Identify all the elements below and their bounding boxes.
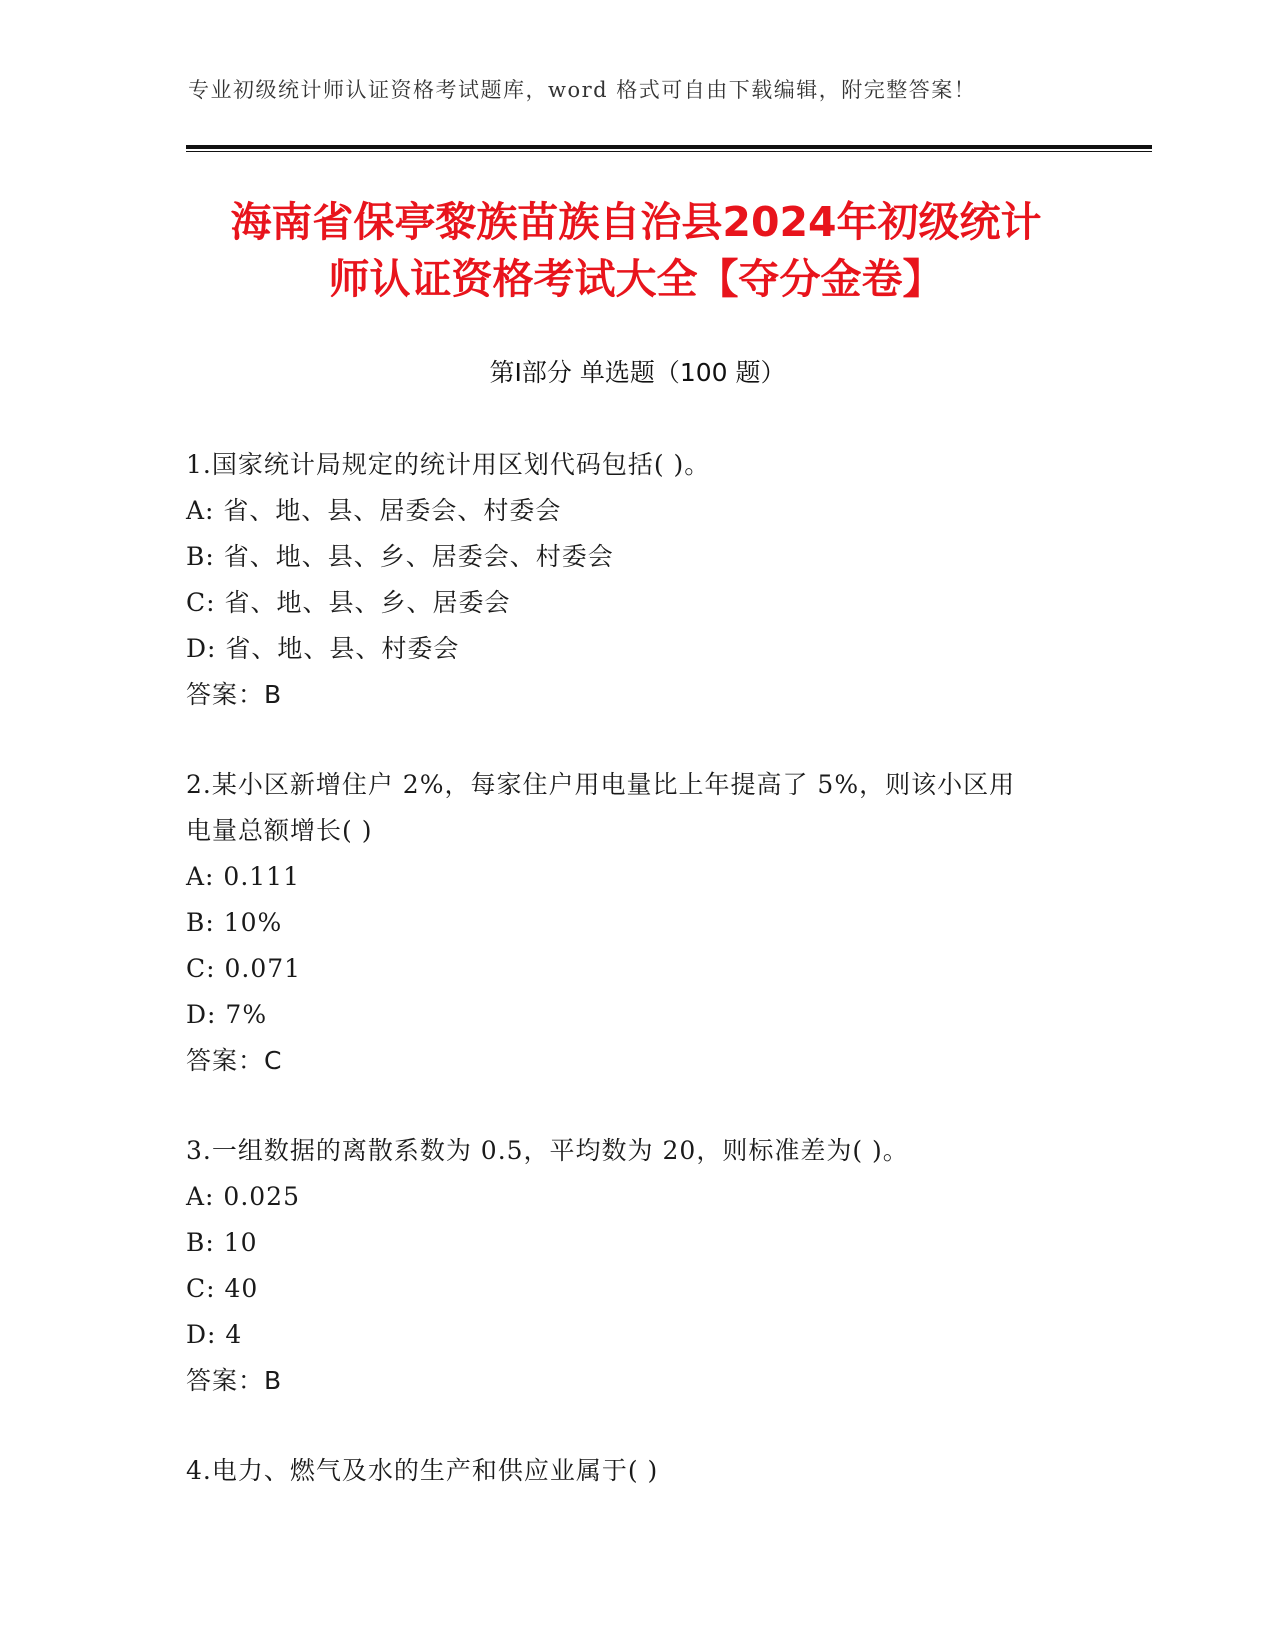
option-c: C: 40 bbox=[186, 1274, 259, 1303]
header-rule-thin bbox=[186, 151, 1152, 152]
document-title bbox=[186, 194, 1086, 308]
option-d: D: 省、地、县、村委会 bbox=[186, 634, 460, 663]
option-c: C: 0.071 bbox=[186, 954, 302, 983]
question-1 bbox=[186, 442, 1086, 718]
option-a: A: 0.025 bbox=[186, 1182, 300, 1211]
option-a: A: 0.111 bbox=[186, 862, 300, 891]
question-stem: 1.国家统计局规定的统计用区划代码包括( )。 bbox=[186, 450, 711, 479]
question-2 bbox=[186, 762, 1086, 1084]
document-title-line-2: 师认证资格考试大全【夺分金卷】 bbox=[328, 255, 944, 303]
question-stem-continued: 电量总额增长( ) bbox=[186, 816, 373, 845]
option-b: B: 10% bbox=[186, 908, 283, 937]
option-b: B: 10 bbox=[186, 1228, 258, 1257]
document-title-line-1: 海南省保亭黎族苗族自治县2024年初级统计 bbox=[230, 198, 1042, 246]
question-3 bbox=[186, 1128, 1086, 1404]
option-d: D: 4 bbox=[186, 1320, 243, 1349]
answer-label: 答案：C bbox=[186, 1046, 283, 1075]
option-d: D: 7% bbox=[186, 1000, 268, 1029]
option-b: B: 省、地、县、乡、居委会、村委会 bbox=[186, 542, 614, 571]
question-stem: 3.一组数据的离散系数为 0.5，平均数为 20，则标准差为( )。 bbox=[186, 1136, 909, 1165]
question-stem: 2.某小区新增住户 2%，每家住户用电量比上年提高了 5%，则该小区用 bbox=[186, 770, 1016, 799]
answer-label: 答案：B bbox=[186, 680, 283, 709]
header-rule-thick bbox=[186, 145, 1152, 149]
header-note: 专业初级统计师认证资格考试题库，word 格式可自由下载编辑，附完整答案！ bbox=[188, 78, 977, 102]
question-stem: 4.电力、燃气及水的生产和供应业属于( ) bbox=[186, 1456, 659, 1485]
option-c: C: 省、地、县、乡、居委会 bbox=[186, 588, 511, 617]
section-title: 第Ⅰ部分 单选题（100 题） bbox=[489, 358, 786, 387]
question-list bbox=[186, 442, 1086, 1538]
question-4 bbox=[186, 1448, 1086, 1494]
option-a: A: 省、地、县、居委会、村委会 bbox=[186, 496, 562, 525]
answer-label: 答案：B bbox=[186, 1366, 283, 1395]
